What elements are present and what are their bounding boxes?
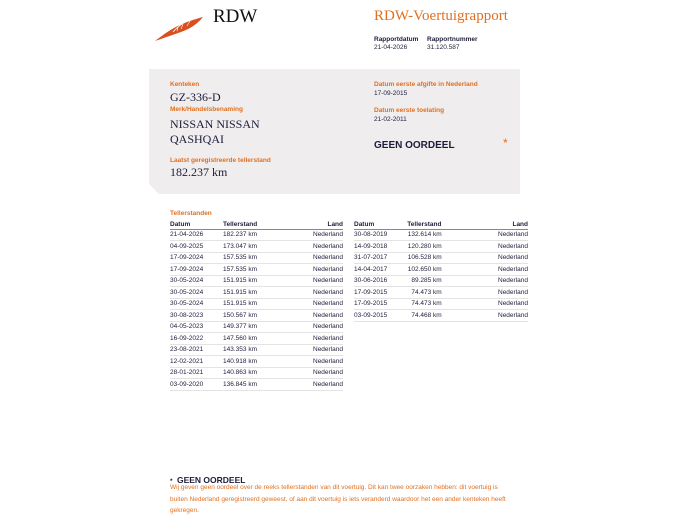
first-admission-label: Datum eerste toelating	[374, 107, 445, 114]
odometer-value: 182.237 km	[170, 165, 228, 179]
reading-km: 136.845 km	[223, 379, 293, 391]
table-row	[170, 252, 343, 264]
panel-corner	[149, 184, 159, 194]
reading-date: 30-08-2019	[354, 229, 407, 241]
odometer-label: Laatst geregistreerde tellerstand	[170, 157, 271, 164]
reading-country: Nederland	[478, 241, 528, 253]
table-row	[170, 229, 343, 241]
reading-date: 17-09-2015	[354, 287, 407, 299]
reading-date: 14-09-2018	[354, 241, 407, 253]
reading-km: 140.918 km	[223, 356, 293, 368]
reading-km: 140.863 km	[223, 367, 293, 379]
logo-text: RDW	[213, 6, 258, 27]
table-row	[170, 275, 343, 287]
reading-date: 30-05-2024	[170, 298, 223, 310]
readings-table-left	[170, 220, 343, 391]
table-row	[354, 287, 528, 299]
table-row	[170, 356, 343, 368]
reading-date: 30-05-2024	[170, 275, 223, 287]
reading-country: Nederland	[293, 275, 343, 287]
reading-km: 132.614 km	[407, 229, 477, 241]
table-row	[170, 379, 343, 391]
col-km: Tellerstand	[223, 220, 293, 229]
reading-country: Nederland	[293, 379, 343, 391]
reading-country: Nederland	[293, 264, 343, 276]
table-row	[170, 344, 343, 356]
reading-date: 04-09-2025	[170, 241, 223, 253]
reading-km: 150.567 km	[223, 310, 293, 322]
col-country: Land	[478, 220, 528, 229]
rdw-feather-logo-icon	[153, 13, 205, 43]
reading-country: Nederland	[293, 356, 343, 368]
table-row	[354, 252, 528, 264]
table-row	[354, 310, 528, 322]
plate-label: Kenteken	[170, 81, 200, 88]
reading-country: Nederland	[293, 310, 343, 322]
reading-km: 182.237 km	[223, 229, 293, 241]
reading-country: Nederland	[293, 252, 343, 264]
reading-country: Nederland	[293, 298, 343, 310]
table-row	[170, 264, 343, 276]
reading-date: 17-09-2015	[354, 298, 407, 310]
reading-km: 74.473 km	[407, 298, 477, 310]
reading-date: 28-01-2021	[170, 367, 223, 379]
reading-country: Nederland	[293, 229, 343, 241]
reading-km: 151.915 km	[223, 287, 293, 299]
reading-date: 03-09-2015	[354, 310, 407, 322]
reading-km: 173.047 km	[223, 241, 293, 253]
make-value-line2: QASHQAI	[170, 132, 224, 146]
reading-km: 147.560 km	[223, 333, 293, 345]
plate-value: GZ-336-D	[170, 90, 221, 104]
first-nl-label: Datum eerste afgifte in Nederland	[374, 81, 478, 88]
make-value-line1: NISSAN NISSAN	[170, 117, 260, 131]
table-row	[170, 310, 343, 322]
reading-km: 149.377 km	[223, 321, 293, 333]
report-number: 31.120.587	[427, 44, 460, 51]
col-date: Datum	[170, 220, 223, 229]
reading-country: Nederland	[293, 321, 343, 333]
col-country: Land	[293, 220, 343, 229]
first-nl-value: 17-09-2015	[374, 90, 408, 97]
reading-km: 151.915 km	[223, 275, 293, 287]
reading-date: 16-09-2022	[170, 333, 223, 345]
reading-date: 04-05-2023	[170, 321, 223, 333]
reading-km: 151.915 km	[223, 298, 293, 310]
reading-date: 30-08-2023	[170, 310, 223, 322]
table-row	[170, 287, 343, 299]
reading-date: 30-06-2016	[354, 275, 407, 287]
table-row	[354, 298, 528, 310]
table-row	[170, 321, 343, 333]
reading-date: 03-09-2020	[170, 379, 223, 391]
reading-date: 23-08-2021	[170, 344, 223, 356]
reading-date: 17-09-2024	[170, 264, 223, 276]
reading-date: 14-04-2017	[354, 264, 407, 276]
reading-date: 21-04-2026	[170, 229, 223, 241]
reading-country: Nederland	[478, 252, 528, 264]
footnote-text: Wij geven geen oordeel over de reeks tellerstanden van dit voertuig. Dit kan twee oorzaken hebben: dit voertuig is buiten Nederland geregistreerd geweest, of aan dit voertuig is iets veranderd waardoor het een ander kenteken heeft gekregen.	[170, 484, 506, 514]
table-row	[354, 264, 528, 276]
col-date: Datum	[354, 220, 407, 229]
reading-country: Nederland	[293, 344, 343, 356]
reading-country: Nederland	[478, 275, 528, 287]
readings-table-right	[354, 220, 528, 322]
make-label: Merk/Handelsbenaming	[170, 106, 243, 113]
reading-km: 106.528 km	[407, 252, 477, 264]
col-km: Tellerstand	[407, 220, 477, 229]
table-header-row	[170, 220, 343, 229]
table-row	[170, 333, 343, 345]
table-row	[354, 229, 528, 241]
report-date: 21-04-2026	[374, 44, 408, 51]
table-row	[170, 241, 343, 253]
reading-country: Nederland	[478, 287, 528, 299]
reading-date: 31-07-2017	[354, 252, 407, 264]
report-title: RDW-Voertuigrapport	[374, 8, 508, 24]
reading-country: Nederland	[293, 287, 343, 299]
reading-country: Nederland	[293, 241, 343, 253]
reading-country: Nederland	[478, 310, 528, 322]
footnote-marker: *	[170, 478, 173, 485]
first-admission-value: 21-02-2011	[374, 116, 407, 123]
report-number-label: Rapportnummer	[427, 36, 478, 43]
reading-country: Nederland	[293, 333, 343, 345]
table-header-row	[354, 220, 528, 229]
reading-km: 120.280 km	[407, 241, 477, 253]
verdict: GEEN OORDEEL	[374, 140, 455, 151]
reading-km: 157.535 km	[223, 252, 293, 264]
reading-km: 143.353 km	[223, 344, 293, 356]
table-row	[170, 367, 343, 379]
report-date-label: Rapportdatum	[374, 36, 419, 43]
rdw-logo	[153, 13, 205, 43]
reading-country: Nederland	[293, 367, 343, 379]
reading-date: 17-09-2024	[170, 252, 223, 264]
reading-km: 89.285 km	[407, 275, 477, 287]
reading-country: Nederland	[478, 264, 528, 276]
table-row	[354, 275, 528, 287]
readings-title: Tellerstanden	[170, 210, 212, 217]
reading-km: 74.473 km	[407, 287, 477, 299]
reading-date: 30-05-2024	[170, 287, 223, 299]
reading-country: Nederland	[478, 229, 528, 241]
table-row	[170, 298, 343, 310]
reading-date: 12-02-2021	[170, 356, 223, 368]
footnote-title: GEEN OORDEEL	[176, 475, 246, 485]
verdict-marker: *	[503, 136, 508, 150]
reading-km: 102.650 km	[407, 264, 477, 276]
reading-km: 157.535 km	[223, 264, 293, 276]
reading-country: Nederland	[478, 298, 528, 310]
reading-km: 74.468 km	[407, 310, 477, 322]
table-row	[354, 241, 528, 253]
